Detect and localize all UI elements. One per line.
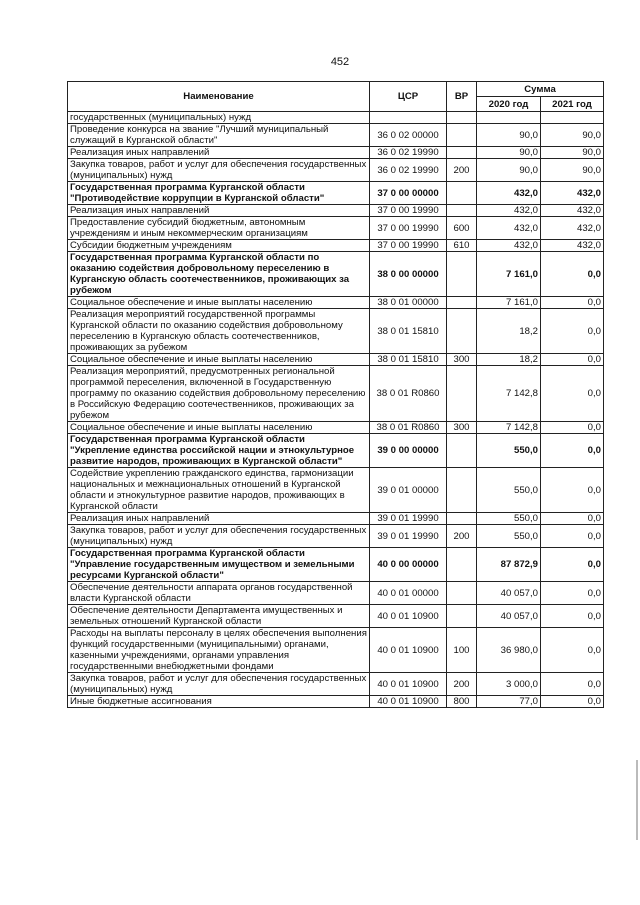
header-sum: Сумма (477, 82, 604, 97)
row-sum-2021: 432,0 (541, 240, 604, 252)
row-sum-2021: 0,0 (541, 468, 604, 513)
row-sum-2020: 432,0 (477, 205, 541, 217)
table-row (68, 366, 604, 422)
table-row (68, 240, 604, 252)
table-row (68, 422, 604, 434)
row-vr: 100 (447, 628, 477, 673)
row-vr: 200 (447, 159, 477, 182)
row-csr: 40 0 01 10900 (370, 673, 447, 696)
row-vr: 200 (447, 525, 477, 548)
table-row (68, 513, 604, 525)
row-sum-2020: 550,0 (477, 468, 541, 513)
row-csr: 37 0 00 19990 (370, 205, 447, 217)
row-csr: 38 0 01 15810 (370, 354, 447, 366)
row-name: Обеспечение деятельности Департамента имущественных и земельных отношений Курганской области (68, 605, 370, 628)
row-vr (447, 112, 477, 124)
row-sum-2021 (541, 112, 604, 124)
table-row (68, 297, 604, 309)
row-csr (370, 112, 447, 124)
row-sum-2020: 36 980,0 (477, 628, 541, 673)
row-sum-2020: 432,0 (477, 217, 541, 240)
table-row (68, 205, 604, 217)
table-row (68, 159, 604, 182)
row-csr: 40 0 01 10900 (370, 605, 447, 628)
row-sum-2020: 7 142,8 (477, 422, 541, 434)
row-sum-2020: 432,0 (477, 240, 541, 252)
row-vr (447, 548, 477, 582)
table-row (68, 525, 604, 548)
row-sum-2021: 432,0 (541, 205, 604, 217)
row-sum-2020: 432,0 (477, 182, 541, 205)
row-sum-2021: 0,0 (541, 673, 604, 696)
table-row (68, 182, 604, 205)
table-row (68, 548, 604, 582)
row-vr (447, 309, 477, 354)
row-csr: 40 0 01 10900 (370, 696, 447, 708)
row-sum-2020: 550,0 (477, 525, 541, 548)
row-vr (447, 366, 477, 422)
page-number: 452 (330, 56, 350, 68)
row-vr: 300 (447, 354, 477, 366)
row-name: Государственная программа Курганской области "Укрепление единства российской нации и этнокультурное развитие народов, проживающих в Курганской области" (68, 434, 370, 468)
table-row (68, 582, 604, 605)
row-sum-2020: 550,0 (477, 513, 541, 525)
row-sum-2021: 432,0 (541, 217, 604, 240)
row-vr (447, 124, 477, 147)
row-sum-2021: 0,0 (541, 525, 604, 548)
row-name: Обеспечение деятельности аппарата органов государственной власти Курганской области (68, 582, 370, 605)
row-sum-2020: 3 000,0 (477, 673, 541, 696)
row-name: Государственная программа Курганской области "Противодействие коррупции в Курганской области" (68, 182, 370, 205)
row-sum-2020: 18,2 (477, 354, 541, 366)
row-sum-2020: 7 161,0 (477, 252, 541, 297)
row-sum-2021: 0,0 (541, 309, 604, 354)
table-row (68, 354, 604, 366)
row-csr: 36 0 02 19990 (370, 159, 447, 182)
row-csr: 38 0 01 R0860 (370, 366, 447, 422)
row-name: Социальное обеспечение и иные выплаты населению (68, 354, 370, 366)
row-csr: 40 0 01 00000 (370, 582, 447, 605)
row-csr: 40 0 01 10900 (370, 628, 447, 673)
row-csr: 38 0 01 15810 (370, 309, 447, 354)
scan-edge-mark (636, 760, 638, 840)
row-sum-2021: 0,0 (541, 366, 604, 422)
row-vr (447, 252, 477, 297)
row-csr: 37 0 00 00000 (370, 182, 447, 205)
table-row (68, 252, 604, 297)
row-sum-2021: 0,0 (541, 582, 604, 605)
header-2021: 2021 год (541, 97, 604, 112)
row-sum-2021: 0,0 (541, 297, 604, 309)
row-name: Закупка товаров, работ и услуг для обеспечения государственных (муниципальных) нужд (68, 673, 370, 696)
row-name: Субсидии бюджетным учреждениям (68, 240, 370, 252)
table-row (68, 605, 604, 628)
row-vr (447, 297, 477, 309)
table-row (68, 696, 604, 708)
row-csr: 36 0 02 00000 (370, 124, 447, 147)
row-name: Реализация иных направлений (68, 513, 370, 525)
header-vr: ВР (447, 82, 477, 112)
row-sum-2020: 18,2 (477, 309, 541, 354)
header-name: Наименование (68, 82, 370, 112)
row-vr: 200 (447, 673, 477, 696)
row-sum-2020: 87 872,9 (477, 548, 541, 582)
row-csr: 38 0 00 00000 (370, 252, 447, 297)
row-sum-2021: 432,0 (541, 182, 604, 205)
row-sum-2020: 40 057,0 (477, 605, 541, 628)
row-sum-2021: 0,0 (541, 513, 604, 525)
row-name: Реализация мероприятий государственной программы Курганской области по оказанию содействия добровольному переселению в Курганскую область соотечественников, проживающих за рубежом (68, 309, 370, 354)
row-vr (447, 182, 477, 205)
row-vr (447, 434, 477, 468)
table-row (68, 217, 604, 240)
row-name: Содействие укреплению гражданского единства, гармонизации национальных и межнациональных отношений в Курганской области и этнокультурное развитие народов, проживающих в Курганской области (68, 468, 370, 513)
row-sum-2021: 90,0 (541, 124, 604, 147)
row-name: Социальное обеспечение и иные выплаты населению (68, 422, 370, 434)
row-name: Государственная программа Курганской области "Управление государственным имуществом и земельными ресурсами Курганской области" (68, 548, 370, 582)
table-header (68, 82, 604, 112)
row-vr: 300 (447, 422, 477, 434)
row-sum-2021: 0,0 (541, 605, 604, 628)
table-row (68, 147, 604, 159)
row-name: Закупка товаров, работ и услуг для обеспечения государственных (муниципальных) нужд (68, 159, 370, 182)
table-row (68, 628, 604, 673)
row-sum-2021: 0,0 (541, 252, 604, 297)
row-csr: 37 0 00 19990 (370, 217, 447, 240)
row-csr: 36 0 02 19990 (370, 147, 447, 159)
row-name: Закупка товаров, работ и услуг для обеспечения государственных (муниципальных) нужд (68, 525, 370, 548)
row-csr: 39 0 01 19990 (370, 513, 447, 525)
row-name: Социальное обеспечение и иные выплаты населению (68, 297, 370, 309)
table-row (68, 468, 604, 513)
row-sum-2021: 0,0 (541, 628, 604, 673)
row-name: Реализация мероприятий, предусмотренных региональной программой переселения, включенной в Государственную программу по оказанию содействия добровольному переселению в Российскую Федерацию соотечественников, проживающих за рубежом (68, 366, 370, 422)
table-row (68, 124, 604, 147)
row-sum-2020 (477, 112, 541, 124)
row-vr (447, 513, 477, 525)
table-row (68, 673, 604, 696)
row-csr: 38 0 01 00000 (370, 297, 447, 309)
row-name: Государственная программа Курганской области по оказанию содействия добровольному переселению в Курганскую область соотечественников, проживающих за рубежом (68, 252, 370, 297)
row-sum-2021: 90,0 (541, 159, 604, 182)
table-row (68, 434, 604, 468)
row-sum-2020: 90,0 (477, 159, 541, 182)
row-sum-2021: 0,0 (541, 696, 604, 708)
row-name: Реализация иных направлений (68, 205, 370, 217)
row-name: Предоставление субсидий бюджетным, автономным учреждениям и иным некоммерческим организациям (68, 217, 370, 240)
row-vr (447, 605, 477, 628)
row-sum-2021: 0,0 (541, 434, 604, 468)
row-sum-2020: 90,0 (477, 147, 541, 159)
row-vr: 610 (447, 240, 477, 252)
row-csr: 39 0 01 19990 (370, 525, 447, 548)
row-sum-2021: 0,0 (541, 354, 604, 366)
row-sum-2020: 40 057,0 (477, 582, 541, 605)
row-vr (447, 147, 477, 159)
row-sum-2020: 7 142,8 (477, 366, 541, 422)
header-2020: 2020 год (477, 97, 541, 112)
row-sum-2020: 550,0 (477, 434, 541, 468)
row-vr: 800 (447, 696, 477, 708)
row-sum-2020: 77,0 (477, 696, 541, 708)
row-csr: 39 0 01 00000 (370, 468, 447, 513)
row-csr: 40 0 00 00000 (370, 548, 447, 582)
row-sum-2020: 90,0 (477, 124, 541, 147)
row-sum-2020: 7 161,0 (477, 297, 541, 309)
row-vr (447, 205, 477, 217)
row-sum-2021: 0,0 (541, 548, 604, 582)
row-csr: 38 0 01 R0860 (370, 422, 447, 434)
table-row (68, 309, 604, 354)
row-vr (447, 468, 477, 513)
row-sum-2021: 90,0 (541, 147, 604, 159)
budget-table (67, 81, 604, 708)
row-name: Проведение конкурса на звание "Лучший муниципальный служащий в Курганской области" (68, 124, 370, 147)
table-row (68, 112, 604, 124)
row-name: Расходы на выплаты персоналу в целях обеспечения выполнения функций государственными (муниципальными) органами, казенными учреждениями, органами управления государственными внебюджетными фондами (68, 628, 370, 673)
row-vr (447, 582, 477, 605)
row-name: Реализация иных направлений (68, 147, 370, 159)
row-sum-2021: 0,0 (541, 422, 604, 434)
table-body (68, 112, 604, 708)
header-csr: ЦСР (370, 82, 447, 112)
row-name: государственных (муниципальных) нужд (68, 112, 370, 124)
row-vr: 600 (447, 217, 477, 240)
row-csr: 39 0 00 00000 (370, 434, 447, 468)
row-name: Иные бюджетные ассигнования (68, 696, 370, 708)
row-csr: 37 0 00 19990 (370, 240, 447, 252)
